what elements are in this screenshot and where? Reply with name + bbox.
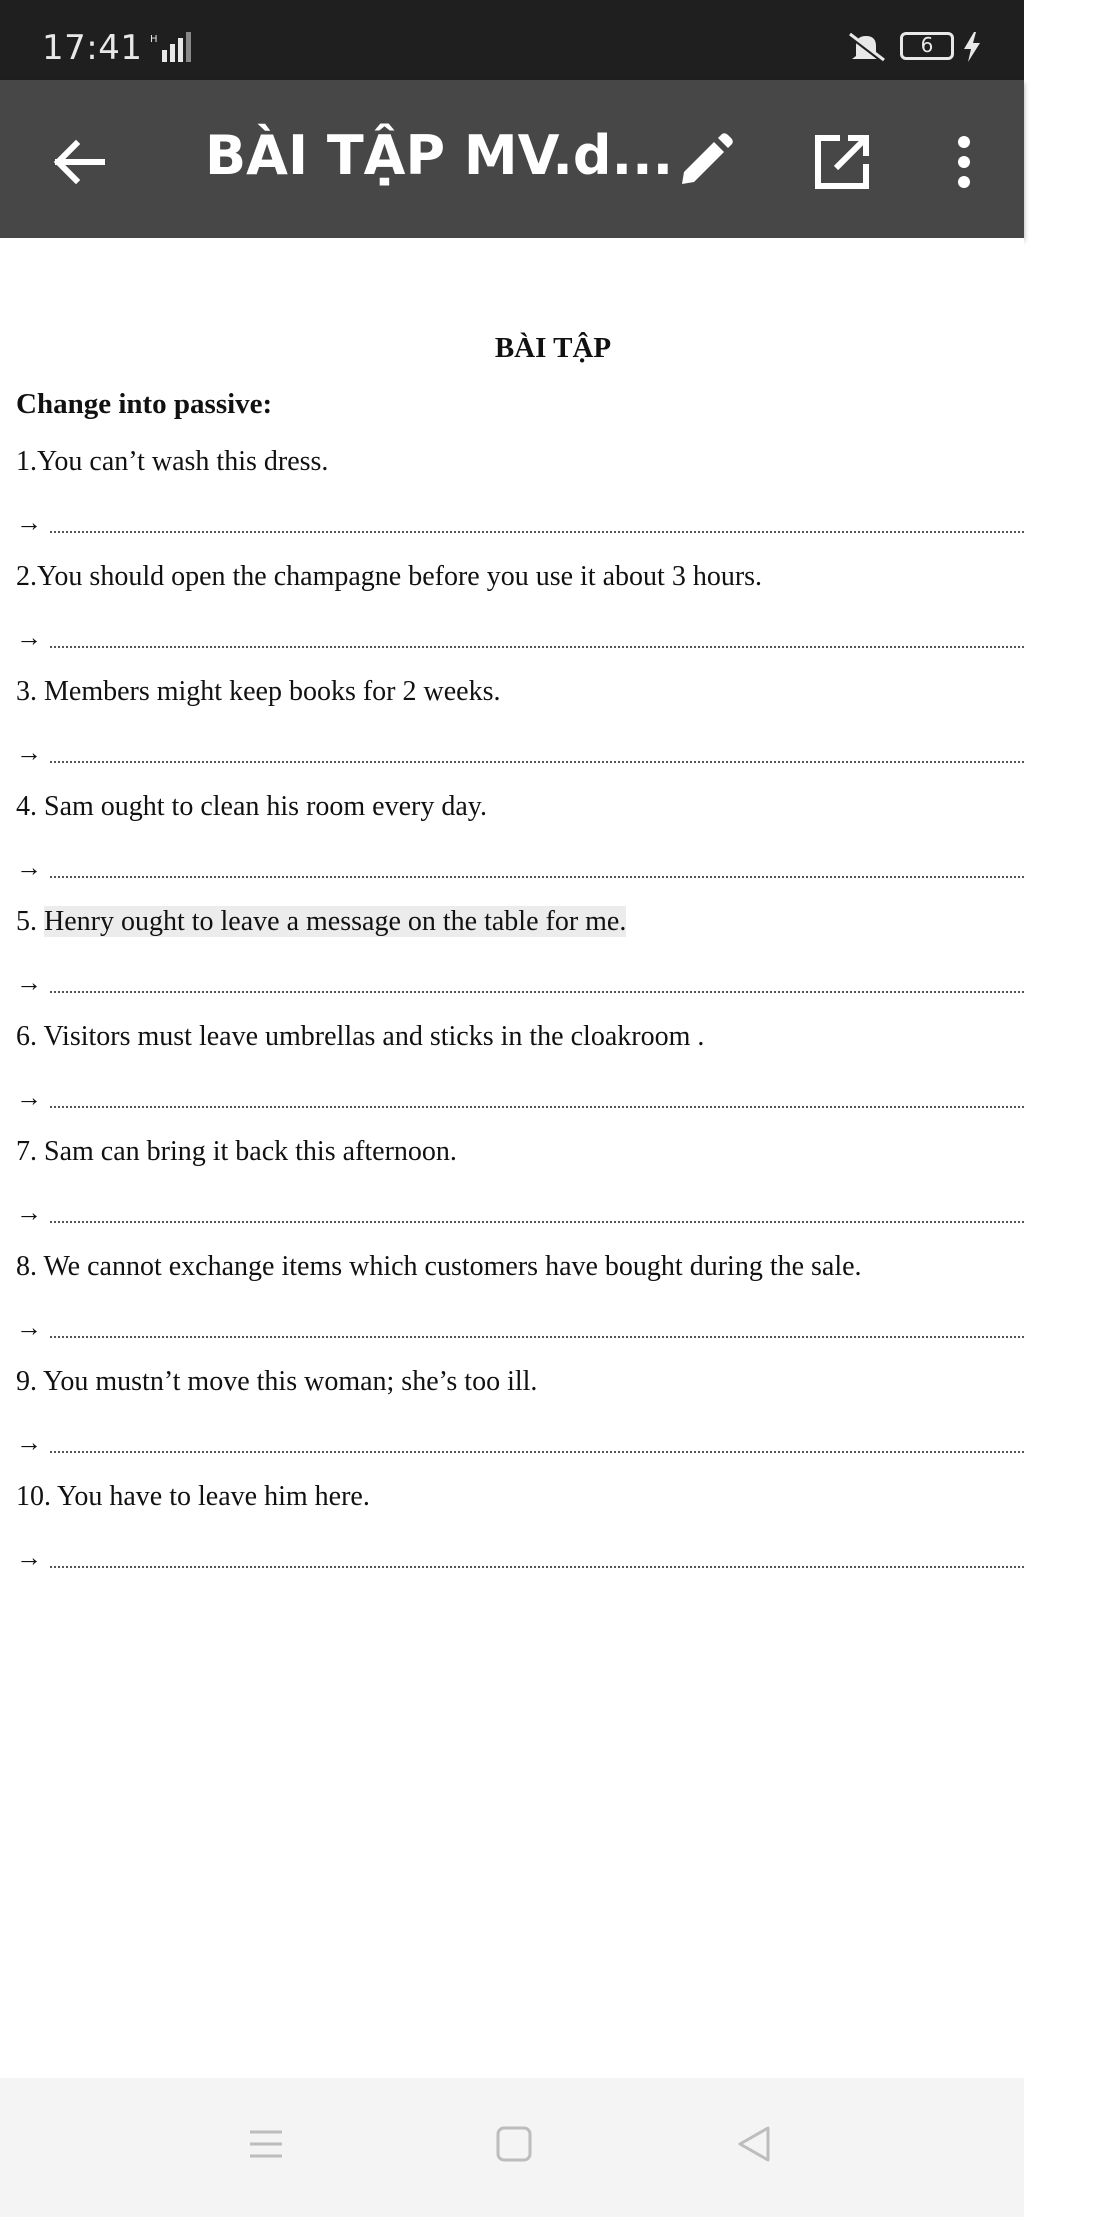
question-7: 7. Sam can bring it back this afternoon. xyxy=(16,1136,457,1167)
answer-arrow: → xyxy=(16,1083,42,1112)
status-time: 17:41 xyxy=(42,28,143,68)
document-title: BÀI TẬP MV.d... xyxy=(205,124,674,187)
question-1: 1.You can’t wash this dress. xyxy=(16,446,329,477)
answer-arrow: → xyxy=(16,1313,42,1342)
selected-text[interactable]: Henry ought to leave a message on the table for me. xyxy=(44,906,627,937)
svg-text:H: H xyxy=(150,34,158,45)
answer-line xyxy=(16,508,1024,542)
open-external-icon[interactable] xyxy=(810,130,874,194)
dotted-line xyxy=(50,1221,1024,1223)
answer-arrow: → xyxy=(16,623,42,652)
answer-arrow: → xyxy=(16,1428,42,1457)
app-toolbar xyxy=(0,80,1024,238)
answer-line xyxy=(16,1543,1024,1577)
answer-line xyxy=(16,853,1024,887)
question-10: 10. You have to leave him here. xyxy=(16,1481,370,1512)
dotted-line xyxy=(50,531,1024,533)
question-2: 2.You should open the champagne before you use it about 3 hours. xyxy=(16,561,763,592)
question-8: 8. We cannot exchange items which customers have bought during the sale. xyxy=(16,1251,862,1282)
battery-level: 6 xyxy=(920,33,934,57)
question-4: 4. Sam ought to clean his room every day. xyxy=(16,791,487,822)
pencil-icon[interactable] xyxy=(672,130,736,194)
charge-icon xyxy=(962,32,982,62)
answer-arrow: → xyxy=(16,1543,42,1572)
question-5 xyxy=(16,906,626,938)
question-5-number: 5. xyxy=(16,906,44,937)
answer-arrow: → xyxy=(16,738,42,767)
dotted-line xyxy=(50,1336,1024,1338)
menu-icon[interactable] xyxy=(246,2124,286,2164)
answer-line xyxy=(16,1313,1024,1347)
answer-arrow: → xyxy=(16,853,42,882)
answer-line xyxy=(16,623,1024,657)
dotted-line xyxy=(50,646,1024,648)
document-heading: BÀI TẬP xyxy=(494,332,612,364)
question-6: 6. Visitors must leave umbrellas and sticks in the cloakroom . xyxy=(16,1021,705,1052)
answer-line xyxy=(16,1198,1024,1232)
dotted-line xyxy=(50,1451,1024,1453)
dotted-line xyxy=(50,991,1024,993)
answer-arrow: → xyxy=(16,1198,42,1227)
system-nav-bar xyxy=(0,2078,1024,2217)
back-triangle-icon[interactable] xyxy=(734,2124,774,2164)
answer-line xyxy=(16,1083,1024,1117)
dotted-line xyxy=(50,761,1024,763)
back-arrow-icon[interactable] xyxy=(48,130,112,194)
answer-line xyxy=(16,968,1024,1002)
document-page xyxy=(0,238,1024,2078)
dotted-line xyxy=(50,876,1024,878)
dotted-line xyxy=(50,1106,1024,1108)
home-square-icon[interactable] xyxy=(494,2124,534,2164)
signal-icon xyxy=(150,32,202,64)
answer-line xyxy=(16,1428,1024,1462)
instruction-text: Change into passive: xyxy=(16,388,273,420)
status-bar xyxy=(0,0,1024,80)
mute-icon xyxy=(846,32,890,64)
battery-icon xyxy=(900,32,954,60)
answer-arrow: → xyxy=(16,508,42,537)
question-9: 9. You mustn’t move this woman; she’s too ill. xyxy=(16,1366,538,1397)
more-vert-icon[interactable] xyxy=(944,130,984,194)
answer-arrow: → xyxy=(16,968,42,997)
dotted-line xyxy=(50,1566,1024,1568)
answer-line xyxy=(16,738,1024,772)
question-3: 3. Members might keep books for 2 weeks. xyxy=(16,676,501,707)
